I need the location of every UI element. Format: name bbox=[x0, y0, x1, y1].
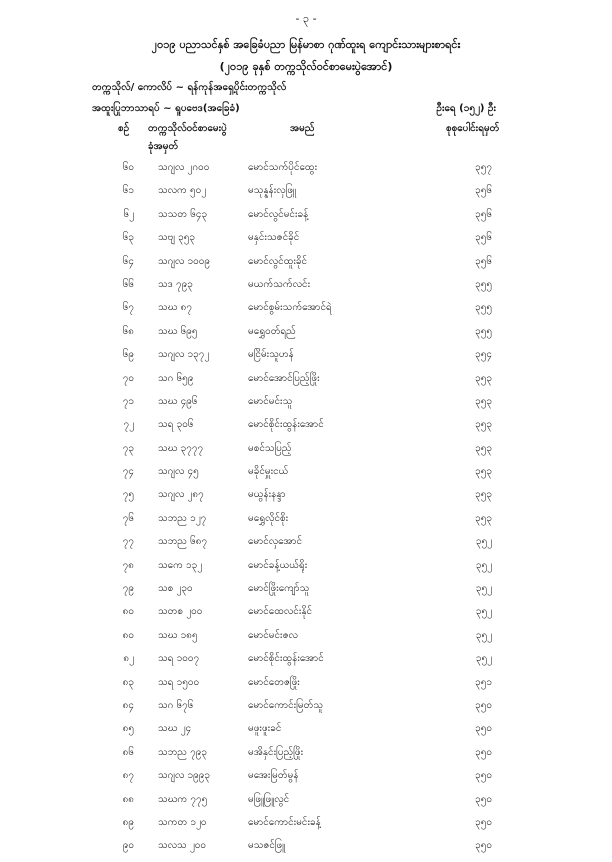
table-row bbox=[0, 394, 612, 417]
row-number: ၇၀ bbox=[122, 372, 134, 384]
roll-number: သဂျလ ၁၀၀၉ bbox=[158, 255, 211, 267]
roll-number: သတစ ၂၀၀ bbox=[158, 606, 203, 618]
roll-number: သဒ ၇၉၃ bbox=[158, 278, 193, 290]
roll-number: သဂ ၆၇၆ bbox=[158, 699, 194, 711]
student-name: မောင်သက်ပိုင်ထွေး bbox=[248, 162, 318, 173]
row-number: ၈၃ bbox=[122, 676, 134, 688]
roll-number: သဃ ၂၄ bbox=[158, 723, 192, 735]
student-name: မောင်လွင်ထူးခိုင် bbox=[248, 255, 308, 267]
total-score: ၃၅၆ bbox=[475, 185, 492, 197]
student-name: မောင်ကောင်းမင်းခန့် bbox=[248, 816, 321, 828]
roll-number: သဂျလ ၂ဂ၀၀ bbox=[158, 162, 210, 173]
table-row bbox=[0, 675, 612, 698]
table-row bbox=[0, 464, 612, 487]
total-score: ၃၅၀ bbox=[475, 723, 492, 735]
row-number: ၈၇ bbox=[122, 770, 134, 782]
row-number: ၇၂ bbox=[123, 419, 134, 431]
total-score: ၃၅၂ bbox=[475, 536, 492, 548]
roll-number: သသတ ၆၄၃ bbox=[158, 208, 208, 220]
table-row bbox=[0, 371, 612, 394]
roll-number: သဃ ၄၉၆ bbox=[158, 395, 198, 407]
total-score: ၃၅၂ bbox=[475, 559, 492, 571]
total-score: ၃၅၁ bbox=[475, 676, 492, 688]
roll-number: သရ ၁၅၀၀ bbox=[158, 676, 200, 688]
student-name: မရွှေလိုင်စိုး bbox=[248, 512, 289, 524]
student-name: မငြိမ်းသူဟန် bbox=[248, 349, 294, 361]
document-subtitle: (၂၀၁၉ ခုနှစ် တက္ကသိုလ်ဝင်စာမေးပွဲအောင်) bbox=[219, 60, 393, 73]
student-name: မောင်စွမ်းသက်အောင်ရဲ bbox=[248, 302, 332, 314]
total-score: ၃၅၃ bbox=[475, 512, 492, 524]
roll-number: သဂျလ ၄၅ bbox=[158, 466, 199, 478]
table-row bbox=[0, 745, 612, 768]
row-number: ၇၈ bbox=[122, 559, 134, 571]
total-score: ၃၅၂ bbox=[475, 629, 492, 641]
student-name: မဖြူဖြူလွင် bbox=[248, 793, 290, 805]
row-number: ၈၀ bbox=[122, 606, 134, 618]
roll-number: သစ ၂၃၀ bbox=[158, 583, 193, 595]
roll-number: သဂ ၆၅၉ bbox=[158, 372, 194, 384]
student-name: မယက်သက်လင်း bbox=[248, 278, 311, 290]
roll-number: သဘည ၆၈၇ bbox=[158, 536, 208, 548]
row-number: ၆၁ bbox=[122, 185, 134, 197]
roll-number: သရ ၃၀၆ bbox=[158, 419, 194, 431]
total-score: ၃၅၀ bbox=[475, 746, 492, 758]
column-header-no: စဉ် bbox=[118, 123, 130, 134]
results-table bbox=[0, 160, 612, 862]
table-row bbox=[0, 838, 612, 861]
student-name: မသုန္နန်းလှဖြူ bbox=[248, 185, 296, 197]
row-number: ၉၀ bbox=[122, 840, 134, 852]
table-row bbox=[0, 487, 612, 510]
table-row bbox=[0, 581, 612, 604]
table-row bbox=[0, 300, 612, 323]
table-row bbox=[0, 207, 612, 230]
total-score: ၃၅၃ bbox=[475, 466, 492, 478]
row-number: ၈၀ bbox=[122, 629, 134, 641]
table-row bbox=[0, 324, 612, 347]
student-name: မအိနှင်းပြည့်ဖြိုး bbox=[248, 746, 304, 758]
table-row bbox=[0, 254, 612, 277]
total-score: ၃၅၃ bbox=[475, 372, 492, 384]
table-row bbox=[0, 792, 612, 815]
row-number: ၆၀ bbox=[122, 162, 134, 173]
roll-number: သဘည ၇၉၃ bbox=[158, 746, 208, 758]
roll-number: သဃ ၆၉၅ bbox=[158, 325, 198, 337]
table-row bbox=[0, 721, 612, 744]
total-score: ၃၅၃ bbox=[475, 419, 492, 431]
table-row bbox=[0, 768, 612, 791]
roll-number: သကေ ၁၃၂ bbox=[158, 559, 203, 571]
total-score: ၃၅၂ bbox=[475, 606, 492, 618]
row-number: ၇၃ bbox=[122, 442, 134, 454]
roll-number: သဗျ ၃၅၃ bbox=[158, 232, 196, 244]
roll-number: သဂျလ ၁၃၇၂ bbox=[158, 349, 210, 361]
table-row bbox=[0, 347, 612, 370]
roll-number: သဃ ၈၇ bbox=[158, 302, 192, 314]
roll-number: သဘည ၁၂၇ bbox=[158, 512, 207, 524]
column-header-roll-number: ခုံအမှတ် bbox=[148, 141, 179, 152]
student-name: မစင်သပြည့် bbox=[248, 442, 292, 454]
roll-number: သလက ၅၀၂ bbox=[158, 185, 207, 197]
column-header-roll: တက္ကသိုလ်ဝင်စာမေးပွဲ bbox=[148, 123, 227, 134]
column-header-total: စုစုပေါင်းရမှတ် bbox=[446, 123, 500, 134]
total-score: ၃၅၆ bbox=[475, 232, 492, 244]
total-score: ၃၅၆ bbox=[475, 255, 492, 267]
row-number: ၇၅ bbox=[122, 489, 134, 501]
row-number: ၇၁ bbox=[122, 395, 134, 407]
student-name: မောင်စိုင်းထွန်းအောင် bbox=[248, 419, 324, 431]
row-number: ၈၄ bbox=[122, 699, 134, 711]
roll-number: သရ ၁၀၀၇ bbox=[158, 653, 200, 665]
table-row bbox=[0, 558, 612, 581]
total-score: ၃၅၂ bbox=[475, 583, 492, 595]
table-row bbox=[0, 441, 612, 464]
roll-number: သဃ ၃၇၇၇ bbox=[158, 442, 204, 454]
student-name: မရွှေဝတ်ရည် bbox=[248, 325, 296, 337]
total-score: ၃၅၇ bbox=[475, 162, 492, 173]
total-score: ၃၅၆ bbox=[475, 208, 492, 220]
table-row bbox=[0, 277, 612, 300]
row-number: ၆၄ bbox=[122, 255, 134, 267]
student-name: မဖူးဖူးခင် bbox=[248, 723, 282, 735]
total-score: ၃၅၅ bbox=[475, 278, 492, 290]
row-number: ၆၈ bbox=[122, 325, 134, 337]
university-line: တက္ကသိုလ်/ ကောလိပ် ~ ရန်ကုန်အရှေ့ပိုင်းတက္ကသိုလ် bbox=[92, 82, 287, 93]
table-row bbox=[0, 183, 612, 206]
row-number: ၈၈ bbox=[122, 793, 134, 805]
student-name: မောင်မင်းဇလ bbox=[248, 629, 298, 641]
row-number: ၈၆ bbox=[122, 746, 134, 758]
roll-number: သဃက ၇၇၅ bbox=[158, 793, 208, 805]
table-row bbox=[0, 628, 612, 651]
student-name: မောင်လွင်မင်းခန့် bbox=[248, 208, 309, 220]
row-number: ၆၆ bbox=[122, 278, 134, 290]
roll-number: သကတ ၁၂၀ bbox=[158, 816, 207, 828]
total-score: ၃၅၀ bbox=[475, 699, 492, 711]
student-name: မယွန်းနန္ဒာ bbox=[248, 489, 286, 501]
subject-line: အထူးပြုဘာသာရပ် ~ ရူပဗေဒ(အခြေခံ) bbox=[92, 103, 240, 114]
total-score: ၃၅၂ bbox=[475, 653, 492, 665]
total-score: ၃၅၃ bbox=[475, 489, 492, 501]
row-number: ၈၂ bbox=[123, 653, 134, 665]
student-name: မောင်စိုင်းထွန်းအောင် bbox=[248, 653, 324, 665]
column-header-name: အမည် bbox=[290, 123, 315, 134]
student-name: မောင်ထေလင်းနိုင် bbox=[248, 606, 313, 618]
page-number: - ၃ - bbox=[295, 12, 317, 25]
student-name: မောင်လှအောင် bbox=[248, 536, 303, 548]
roll-number: သဃ ၁၈၅ bbox=[158, 629, 198, 641]
total-score: ၃၅၅ bbox=[475, 302, 492, 314]
row-number: ၆၇ bbox=[122, 302, 134, 314]
table-row bbox=[0, 698, 612, 721]
total-score: ၃၅၀ bbox=[475, 816, 492, 828]
total-score: ၃၅၀ bbox=[475, 770, 492, 782]
roll-number: သလသ ၂၀၀ bbox=[158, 840, 207, 852]
row-number: ၇၇ bbox=[122, 536, 134, 548]
table-row bbox=[0, 534, 612, 557]
document-title: ၂၀၁၉ ပညာသင်နှစ် အခြေခံပညာ မြန်မာစာ ဂုဏ်ထူးရ ကျောင်းသားများစာရင်း bbox=[151, 38, 461, 51]
student-name: မနှင်းသဇင်ခိုင် bbox=[248, 232, 300, 244]
total-score: ၃၅၃ bbox=[475, 442, 492, 454]
total-score: ၃၅၄ bbox=[475, 349, 492, 361]
student-name: မောင်မင်းသူ bbox=[248, 395, 293, 407]
student-name: မောင်ကောင်းမြတ်သူ bbox=[248, 699, 324, 711]
table-row bbox=[0, 230, 612, 253]
student-name: မောင်တေဇဖြိုး bbox=[248, 676, 300, 688]
total-score: ၃၅၅ bbox=[475, 325, 492, 337]
table-row bbox=[0, 815, 612, 838]
roll-number: သဂျလ ၁၉၉၃ bbox=[158, 770, 211, 782]
table-row bbox=[0, 651, 612, 674]
table-row bbox=[0, 160, 612, 183]
student-name: မောင်ခန့်ယယ်ရိုး bbox=[248, 559, 308, 571]
student-name: မသဇင်ဖြူ bbox=[248, 840, 286, 852]
total-score: ၃၅၀ bbox=[475, 840, 492, 852]
table-row bbox=[0, 511, 612, 534]
roll-number: သဂျလ ၂၈၇ bbox=[158, 489, 204, 501]
student-name: မောင်အောင်ပြည့်ဖြိုး bbox=[248, 372, 320, 384]
row-number: ၈၅ bbox=[122, 723, 134, 735]
row-number: ၆၂ bbox=[123, 208, 134, 220]
row-number: ၆၉ bbox=[122, 349, 134, 361]
student-name: မောင်ဖြိုးကျော်သူ bbox=[248, 583, 310, 595]
total-score: ၃၅၀ bbox=[475, 793, 492, 805]
row-number: ၇၄ bbox=[122, 466, 134, 478]
student-count: ဦးရေ (၁၅၂) ဦး bbox=[436, 103, 496, 114]
total-score: ၃၅၃ bbox=[475, 395, 492, 407]
student-name: မအေးမြတ်မွန် bbox=[248, 770, 299, 782]
table-row bbox=[0, 604, 612, 627]
row-number: ၇၉ bbox=[122, 583, 134, 595]
row-number: ၇၆ bbox=[122, 512, 134, 524]
table-row bbox=[0, 417, 612, 440]
row-number: ၆၃ bbox=[122, 232, 134, 244]
student-name: မခိုင်မှူးငယ် bbox=[248, 466, 289, 478]
row-number: ၈၉ bbox=[122, 816, 134, 828]
